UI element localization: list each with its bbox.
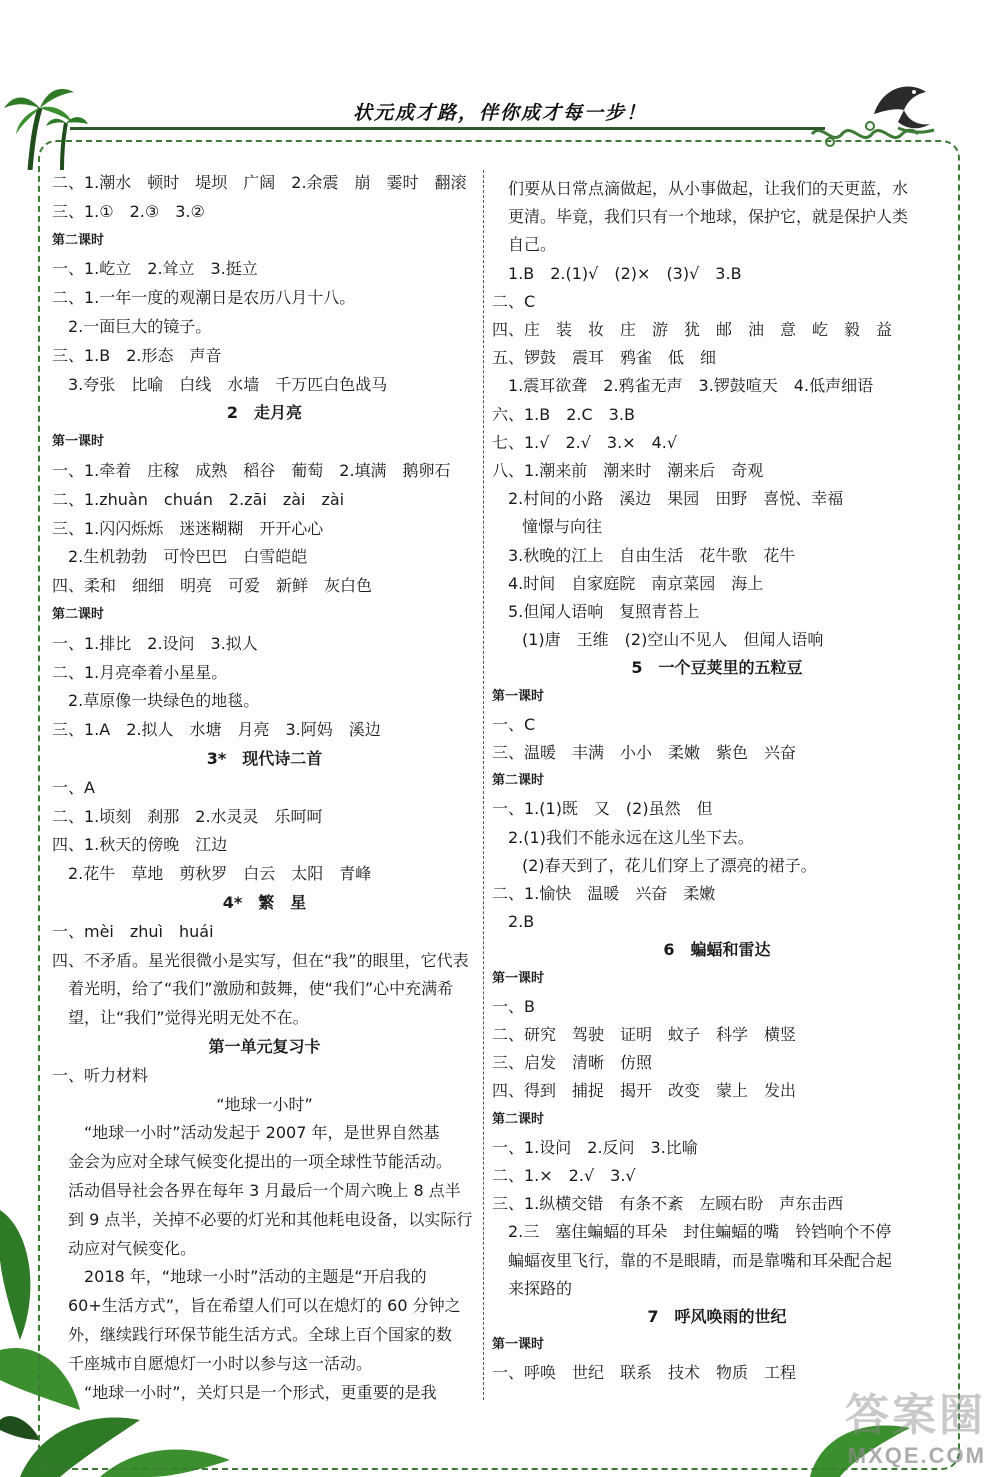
lesson-label: 第二课时 [52, 232, 105, 248]
watermark-logo-text: 答案圈 [845, 1391, 986, 1440]
answer-line: 外，继续践行环保节能生活方式。全球上百个国家的数 [68, 1325, 453, 1344]
lesson-label: 第一课时 [492, 1337, 545, 1353]
lesson-label: 第二课时 [52, 607, 105, 622]
section-title: 2 走月亮 [226, 403, 303, 423]
answer-line: 来探路的 [508, 1278, 573, 1298]
header-slogan: 状元成才路，伴你成才每一步！ [352, 102, 647, 124]
answer-line: 六、1.B 2.C 3.B [492, 404, 635, 424]
answer-line: 八、1.潮来前 潮来时 潮来后 奇观 [492, 461, 764, 480]
watermark [845, 1379, 986, 1469]
answer-line: 蝙蝠夜里飞行，靠的不是眼睛，而是靠嘴和耳朵配合起 [508, 1250, 893, 1270]
answer-line: 二、1.zhuàn chuán 2.zāi zài zài [52, 489, 345, 509]
answer-line: 三、温暖 丰满 小小 柔嫩 紫色 兴奋 [492, 743, 797, 762]
answer-line: 2.B [508, 912, 535, 932]
answer-line: 60+生活方式”，旨在希望人们可以在熄灯的 60 分钟之 [68, 1296, 461, 1316]
answer-line: 5.但闻人语响 复照青苔上 [508, 602, 700, 621]
answer-line: 2.一面巨大的镜子。 [68, 317, 212, 336]
answer-line: 七、1.√ 2.√ 3.× 4.√ [492, 432, 678, 452]
answer-line: 1.B 2.(1)√ (2)× (3)√ 3.B [508, 263, 742, 283]
answer-line: (2)春天到了，花儿们穿上了漂亮的裙子。 [522, 855, 817, 875]
answer-line: 2.草原像一块绿色的地毯。 [68, 691, 260, 711]
answer-line: “地球一小时” [216, 1094, 313, 1114]
answer-line: 们要从日常点滴做起，从小事做起，让我们的天更蓝，水 [508, 179, 909, 198]
answer-line: 二、C [492, 291, 536, 311]
answer-line: 四、不矛盾。星光很微小是实写，但在“我”的眼里，它代表 [52, 950, 469, 970]
answer-line: 千座城市自愿熄灯一小时以参与这一活动。 [68, 1353, 373, 1373]
answer-line: 一、呼唤 世纪 联系 技术 物质 工程 [492, 1363, 797, 1383]
answer-line: 2.花牛 草地 剪秋罗 白云 太阳 青峰 [68, 864, 372, 884]
answer-line: 2.村间的小路 溪边 果园 田野 喜悦、幸福 [508, 489, 844, 509]
section-title: 第一单元复习卡 [208, 1037, 321, 1056]
answer-line: 一、B [492, 996, 535, 1016]
answer-line: 活动倡导社会各界在每年 3 月最后一个周六晚上 8 点半 [68, 1181, 461, 1200]
answer-line: 4.时间 自家庭院 南京菜园 海上 [508, 573, 764, 593]
answer-line: 一、听力材料 [52, 1065, 149, 1085]
watermark-url: MXQE.COM [847, 1443, 986, 1468]
answer-line: 一、1.屹立 2.耸立 3.挺立 [52, 259, 258, 279]
answer-line: 一、A [52, 777, 95, 797]
answer-line: 四、柔和 细细 明亮 可爱 新鲜 灰白色 [52, 576, 373, 596]
lesson-label: 第一课时 [492, 688, 545, 704]
answer-line: 二、1.× 2.√ 3.√ [492, 1166, 636, 1185]
answer-line: 四、庄 装 妆 庄 游 犹 邮 油 意 屹 毅 益 [492, 320, 893, 339]
answer-line: 望，让“我们”觉得光明无处不在。 [68, 1008, 309, 1028]
lesson-label: 第一课时 [492, 970, 545, 986]
answer-line: 2.(1)我们不能永远在这儿坐下去。 [508, 827, 754, 847]
answer-line: 三、1.A 2.拟人 水塘 月亮 3.阿妈 溪边 [52, 720, 381, 740]
answer-line: 五、锣鼓 震耳 鸦雀 低 细 [492, 348, 717, 368]
answer-line: 二、研究 驾驶 证明 蚊子 科学 横竖 [492, 1025, 797, 1044]
answer-line: 三、1.B 2.形态 声音 [52, 345, 222, 365]
header-rule [70, 127, 825, 130]
answer-line: 2018 年，“地球一小时”活动的主题是“开启我的 [84, 1267, 427, 1287]
lesson-label: 第二课时 [492, 773, 545, 789]
section-title: 5 一个豆荚里的五粒豆 [631, 658, 803, 678]
answer-line: 一、mèi zhuì huái [52, 921, 214, 941]
answer-line: 金会为应对全球气候变化提出的一项全球性节能活动。 [68, 1152, 453, 1172]
answer-line: “地球一小时”活动发起于 2007 年，是世界自然基 [84, 1123, 440, 1143]
answer-line: 一、1.设问 2.反问 3.比喻 [492, 1137, 698, 1157]
answer-line: 憧憬与向往 [522, 517, 603, 537]
answer-line: 一、1.牵着 庄稼 成熟 稻谷 葡萄 2.填满 鹅卵石 [52, 461, 451, 480]
answer-line: 三、启发 清晰 仿照 [492, 1053, 653, 1073]
answer-line: 到 9 点半，关掉不必要的灯光和其他耗电设备，以实际行 [68, 1209, 473, 1229]
lesson-label: 第二课时 [492, 1111, 545, 1127]
answer-line: 着光明，给了“我们”激励和鼓舞，使“我们”心中充满希 [68, 979, 454, 999]
answer-line: 一、C [492, 714, 536, 734]
section-title: 4* 繁 星 [222, 893, 307, 912]
column-divider [483, 170, 484, 1400]
answer-line: 四、得到 捕捉 揭开 改变 蒙上 发出 [492, 1081, 797, 1101]
answer-line: “地球一小时”，关灯只是一个形式，更重要的是我 [84, 1382, 437, 1402]
lesson-label: 第一课时 [52, 434, 105, 450]
answer-line: 一、1.(1)既 又 (2)虽然 但 [492, 799, 713, 819]
answer-line: 三、1.① 2.③ 3.② [52, 201, 205, 221]
answer-line: 3.秋晚的江上 自由生活 花牛歌 花牛 [508, 545, 796, 565]
answer-line: 一、1.排比 2.设问 3.拟人 [52, 633, 258, 653]
answer-line: 动应对气候变化。 [68, 1238, 197, 1258]
answer-line: 二、1.一年一度的观潮日是农历八月十八。 [52, 288, 356, 308]
answer-line: 二、1.月亮牵着小星星。 [52, 662, 228, 682]
answer-line: 2.生机勃勃 可怜巴巴 白雪皑皑 [68, 547, 308, 567]
answer-line: 更清。毕竟，我们只有一个地球，保护它，就是保护人类 [508, 207, 909, 227]
answer-line: 二、1.顷刻 刹那 2.水灵灵 乐呵呵 [52, 806, 323, 826]
answer-line: 3.夸张 比喻 白线 水墙 千万匹白色战马 [68, 374, 388, 394]
answer-line: 二、1.潮水 顿时 堤坝 广阔 2.余震 崩 霎时 翻滚 [52, 173, 467, 192]
answer-line: (1)唐 王维 (2)空山不见人 但闻人语响 [522, 630, 824, 650]
answer-line: 二、1.愉快 温暖 兴奋 柔嫩 [492, 884, 716, 903]
answer-line: 1.震耳欲聋 2.鸦雀无声 3.锣鼓喧天 4.低声细语 [508, 376, 874, 396]
answer-line: 自己。 [508, 235, 557, 255]
section-title: 6 蝙蝠和雷达 [663, 940, 771, 960]
section-title: 3* 现代诗二首 [206, 749, 323, 768]
answer-line: 2.三 塞住蝙蝠的耳朵 封住蝙蝠的嘴 铃铛响个不停 [508, 1222, 892, 1242]
answer-line: 四、1.秋天的傍晚 江边 [52, 835, 228, 855]
section-title: 7 呼风唤雨的世纪 [647, 1307, 787, 1326]
answer-line: 三、1.纵横交错 有条不紊 左顾右盼 声东击西 [492, 1194, 844, 1214]
answer-line: 三、1.闪闪烁烁 迷迷糊糊 开开心心 [52, 518, 324, 538]
